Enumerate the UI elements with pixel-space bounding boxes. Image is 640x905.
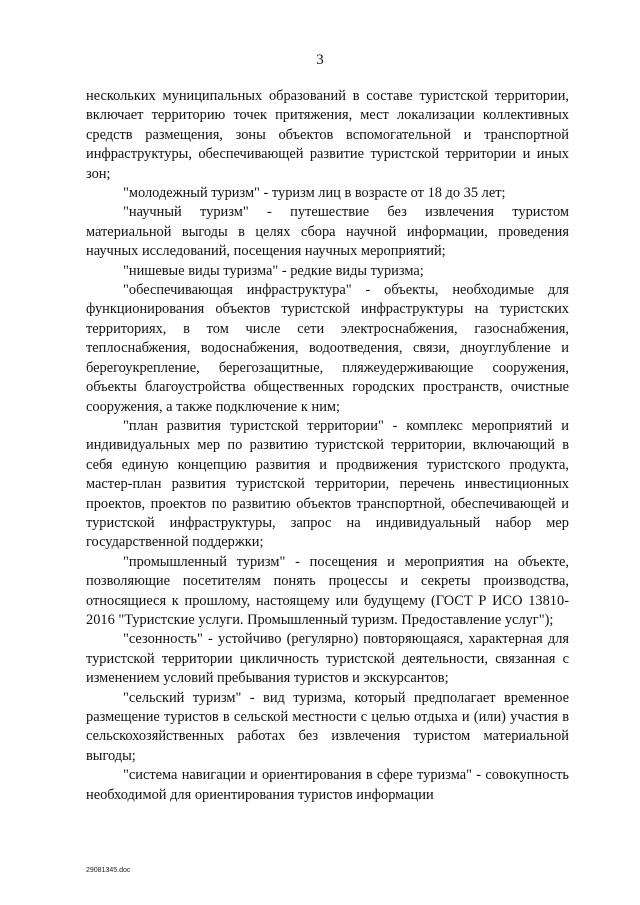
document-body [86, 87, 569, 805]
paragraph-industrial-tourism: "промышленный туризм" - посещения и мероприятия на объекте, позволяющие посетителям понять процессы и секреты производства, относящиеся к прошлому, настоящему или будущему (ГОСТ Р ИСО 13810-2016 "Туристские услуги. Промышленный туризм. Предоставление услуг"); [86, 553, 569, 628]
footer-filename: 29081345.doc [86, 867, 131, 874]
paragraph-scientific-tourism: "научный туризм" - путешествие без извлечения туристом материальной выгоды в целях сбора научной информации, проведения научных исследований, посещения научных мероприятий; [86, 204, 569, 260]
paragraph-rural-tourism: "сельский туризм" - вид туризма, который предполагает временное размещение туристов в сельской местности с целью отдыха и (или) участия в сельскохозяйственных работах без извлечения туристом материальной выгоды; [86, 689, 569, 764]
paragraph-development-plan: "план развития туристской территории" - комплекс мероприятий и индивидуальных мер по развитию туристской территории, включающий в себя единую концепцию развития и продвижения туристского продукта, мастер-план развития туристской территории, перечень инвестиционных проектов, проектов по развитию объектов транспортной, обеспечивающей и туристской инфраструктуры, запрос на индивидуальный набор мер государственной поддержки; [86, 417, 569, 551]
paragraph-territory-continuation: нескольких муниципальных образований в составе туристской территории, включает территорию точек притяжения, мест локализации коллективных средств размещения, зоны объектов вспомогательной и транспортной инфраструктуры, обеспечивающей развитие туристской территории и иных зон; [86, 88, 569, 182]
paragraph-supporting-infrastructure: "обеспечивающая инфраструктура" - объекты, необходимые для функционирования объектов туристской инфраструктуры на туристских территориях, в том числе сети электроснабжения, газоснабжения, теплоснабжения, водоснабжения, водоотведения, связи, дноуглубление и берегоукрепление, берегозащитные, пляжеудерживающие сооружения, объекты благоустройства общественных городских пространств, очистные сооружения, а также подключение к ним; [86, 282, 569, 415]
page-number: 3 [316, 52, 324, 68]
paragraph-navigation-system: "система навигации и ориентирования в сфере туризма" - совокупность необходимой для ориентирования туристов информации [86, 767, 569, 803]
paragraph-youth-tourism: "молодежный туризм" - туризм лиц в возрасте от 18 до 35 лет; [123, 185, 506, 202]
paragraph-niche-tourism: "нишевые виды туризма" - редкие виды туризма; [123, 262, 424, 279]
paragraph-seasonality: "сезонность" - устойчиво (регулярно) повторяющаяся, характерная для туристской территории цикличность туристской деятельности, связанная с изменением условий пребывания туристов и экскурсантов; [86, 631, 569, 687]
